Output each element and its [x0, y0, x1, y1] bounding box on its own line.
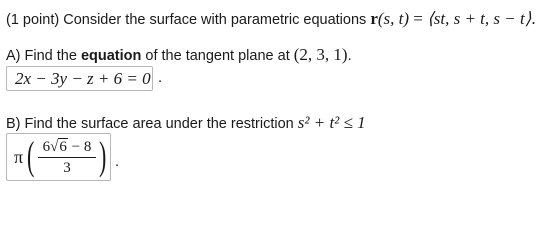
right-paren: ): [99, 133, 107, 178]
fraction-denominator: 3: [63, 160, 71, 176]
restriction-expression: s² + t² ≤ 1: [297, 113, 366, 132]
part-a-suffix: of the tangent plane at: [141, 48, 294, 64]
part-a-period: .: [347, 48, 352, 64]
problem-intro: Consider the surface with parametric equations: [63, 12, 367, 28]
problem-header: [6, 9, 536, 30]
part-a-answer-value: 2x − 3y − z + 6 = 0: [15, 69, 151, 88]
fraction-bar: [38, 157, 96, 158]
function-params: (s, t): [377, 9, 410, 28]
part-a-answer-field[interactable]: [6, 66, 153, 91]
header-period: .: [531, 9, 536, 28]
part-b-trailing-dot: .: [115, 153, 120, 170]
part-b-prompt-text: B) Find the surface area under the restriction: [6, 116, 298, 132]
points-label: (1 point): [6, 12, 60, 28]
part-b-answer-field[interactable]: [6, 133, 111, 181]
numerator-coefficient: 6: [42, 139, 51, 155]
numerator-rest: − 8: [67, 139, 92, 155]
part-a-prefix: A) Find the: [6, 48, 81, 64]
part-b-prompt: [6, 113, 366, 134]
sqrt-symbol: √: [50, 139, 59, 155]
fraction-numerator: [38, 138, 96, 156]
tangent-point: (2, 3, 1): [293, 45, 348, 64]
part-a-prompt: [6, 45, 352, 66]
part-a-trailing-dot: .: [158, 69, 163, 86]
problem-container: [6, 0, 542, 189]
part-a-emphasis: equation: [80, 48, 142, 64]
vector-function-symbol: r: [370, 9, 378, 28]
parametric-vector: ⟨st, s + t, s − t⟩: [427, 9, 532, 28]
pi-symbol: π: [14, 147, 24, 167]
square-root: [50, 138, 68, 156]
left-paren: (: [27, 133, 35, 178]
equals-sign: =: [409, 9, 428, 28]
sqrt-radicand: 6: [59, 139, 67, 155]
answer-fraction: [38, 138, 96, 178]
